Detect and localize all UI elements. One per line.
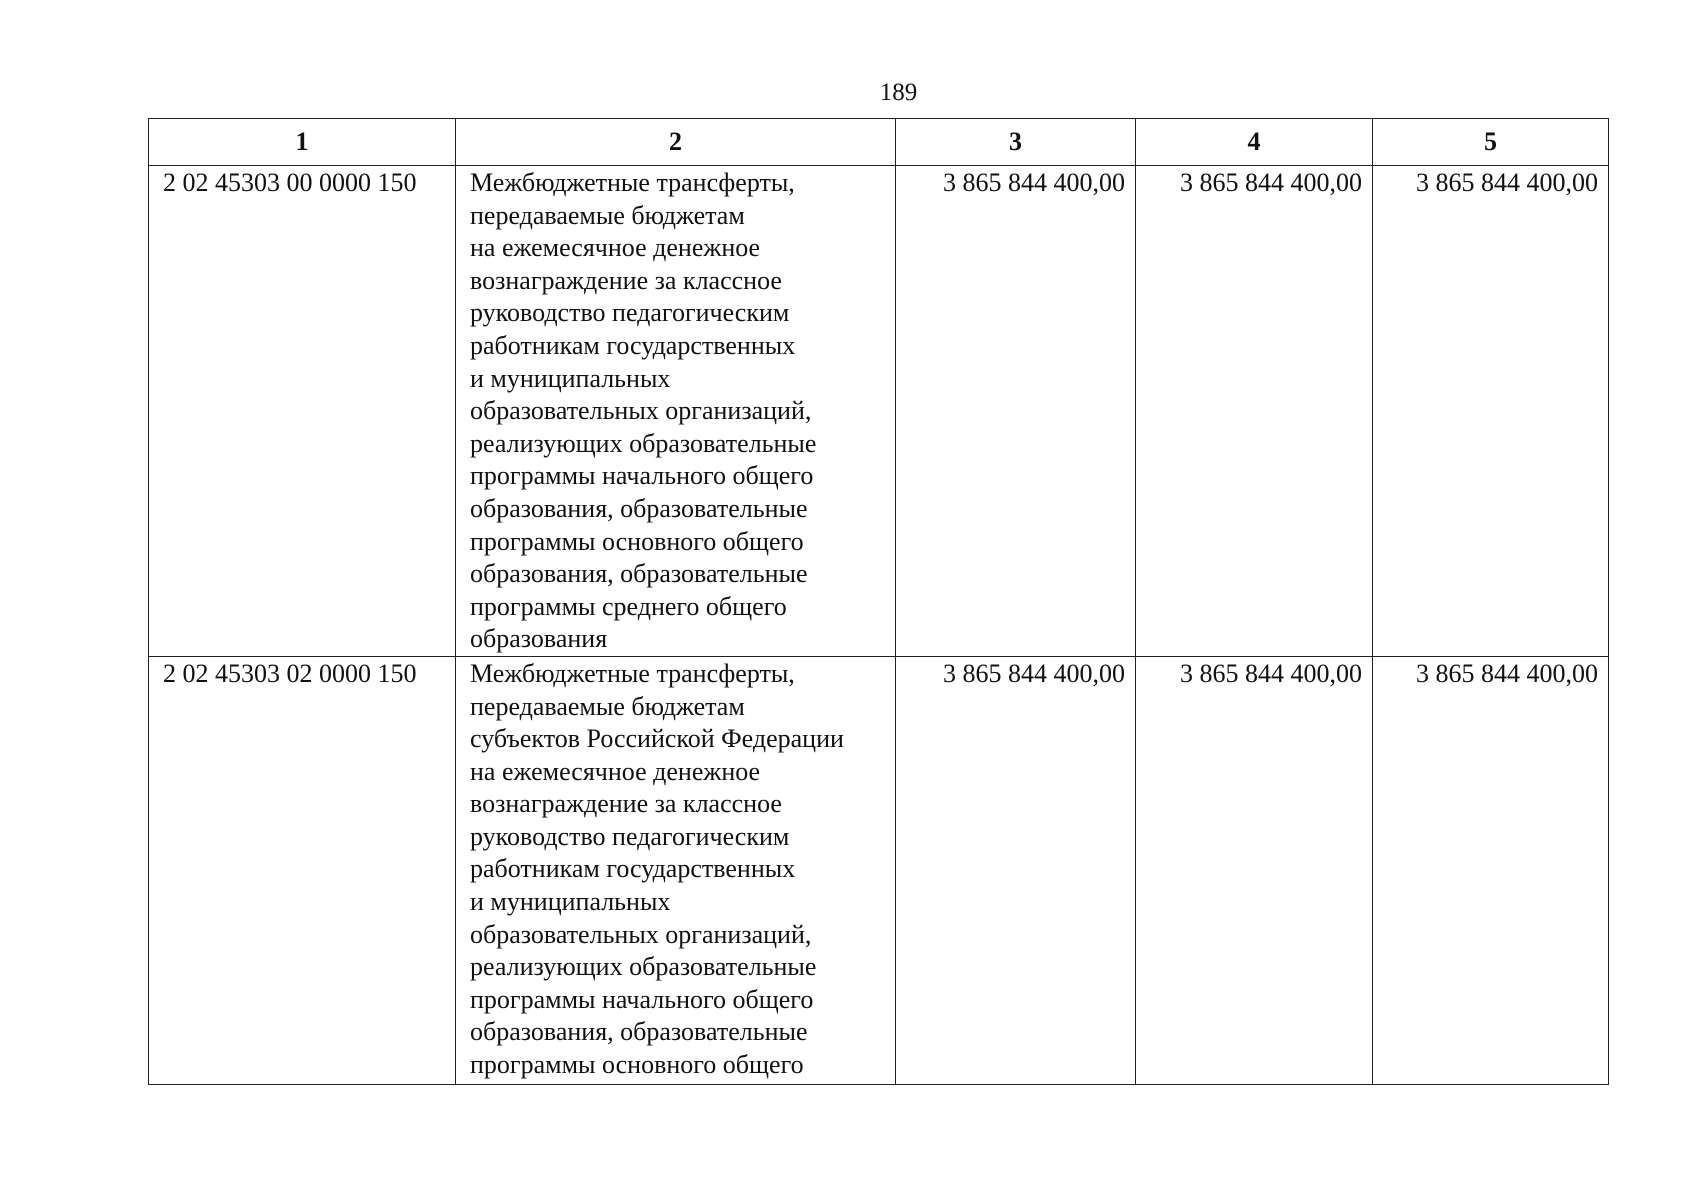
- column-header-5: 5: [1373, 119, 1609, 166]
- description-line: программы начального общего: [470, 461, 814, 491]
- description-line: передаваемые бюджетам: [470, 691, 745, 721]
- description-line: передаваемые бюджетам: [470, 200, 745, 230]
- description-line: субъектов Российской Федерации: [470, 724, 844, 754]
- description-line: вознаграждение за классное: [470, 789, 782, 819]
- amount-column-4: 3 865 844 400,00: [1136, 166, 1373, 657]
- description-line: образования, образовательные: [470, 559, 808, 589]
- budget-code: 2 02 45303 00 0000 150: [149, 166, 456, 657]
- description-line: работникам государственных: [470, 330, 796, 360]
- description-line: руководство педагогическим: [470, 821, 790, 851]
- table-row: [149, 656, 1609, 1084]
- header-row: [149, 119, 1609, 166]
- description-line: вознаграждение за классное: [470, 265, 782, 295]
- amount-column-4: 3 865 844 400,00: [1136, 656, 1373, 1084]
- description-line: на ежемесячное денежное: [470, 233, 761, 263]
- page-number: 189: [879, 79, 918, 106]
- budget-table: [148, 118, 1609, 1085]
- description-line: программы начального общего: [470, 984, 814, 1014]
- amount-column-5: 3 865 844 400,00: [1373, 656, 1609, 1084]
- description-line: образования, образовательные: [470, 493, 808, 523]
- description-line: образования: [470, 624, 608, 654]
- description-line: образовательных организаций,: [470, 919, 812, 949]
- column-header-1: 1: [149, 119, 456, 166]
- description-line: Межбюджетные трансферты,: [470, 168, 795, 197]
- description-line: Межбюджетные трансферты,: [470, 658, 795, 688]
- description-line: программы среднего общего: [470, 591, 787, 621]
- amount-column-3: 3 865 844 400,00: [896, 166, 1136, 657]
- description-line: и муниципальных: [470, 363, 671, 393]
- column-header-2: 2: [456, 119, 896, 166]
- description-line: образования, образовательные: [470, 1017, 808, 1047]
- description-line: и муниципальных: [470, 887, 671, 917]
- description-line: руководство педагогическим: [470, 298, 790, 328]
- column-header-4: 4: [1136, 119, 1373, 166]
- description-line: программы основного общего: [470, 1050, 804, 1080]
- description-cell: [456, 656, 896, 1084]
- description-line: программы основного общего: [470, 526, 804, 556]
- description-line: работникам государственных: [470, 854, 796, 884]
- column-header-3: 3: [896, 119, 1136, 166]
- amount-column-5: 3 865 844 400,00: [1373, 166, 1609, 657]
- description-line: реализующих образовательные: [470, 952, 817, 982]
- amount-column-3: 3 865 844 400,00: [896, 656, 1136, 1084]
- table-row: [149, 166, 1609, 657]
- description-line: на ежемесячное денежное: [470, 756, 761, 786]
- description-line: образовательных организаций,: [470, 396, 812, 426]
- description-cell: [456, 166, 896, 657]
- description-line: реализующих образовательные: [470, 428, 817, 458]
- budget-code: 2 02 45303 02 0000 150: [149, 656, 456, 1084]
